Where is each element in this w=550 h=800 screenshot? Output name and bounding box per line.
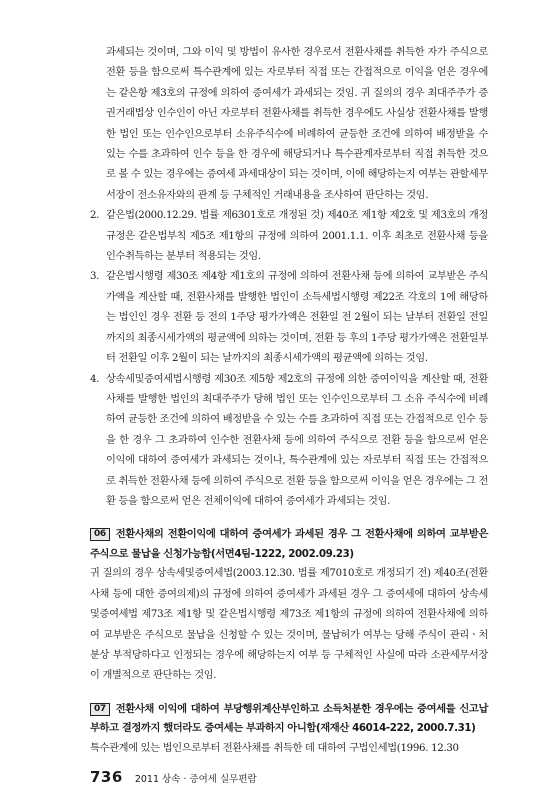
list-item-2 — [90, 206, 488, 267]
page-footer — [90, 768, 257, 786]
case-heading — [90, 525, 488, 564]
page-number: 736 — [90, 768, 123, 786]
case-07 — [90, 700, 488, 759]
list-number: 3. — [90, 271, 100, 283]
list-item-3 — [90, 267, 488, 369]
list-item-4 — [90, 370, 488, 513]
case-body: 특수관계에 있는 법인으로부터 전환사채를 취득한 데 대하여 구법인세법(1996. 12.30 — [90, 742, 459, 754]
case-heading — [90, 700, 488, 739]
case-heading-text: 전환사채 이익에 대하여 부당행위계산부인하고 소득처분한 경우에는 증여세를 신고납부하고 결정까지 했더라도 증여세는 부과하지 아니함(재재산 46014-222, 2000.7.31) — [90, 702, 488, 735]
case-heading-text: 전환사채의 전환이익에 대하여 증여세가 과세된 경우 그 전환사채에 의하여 교부받은 주식으로 물납을 신청가능함(서면4팀-1222, 2002.09.23) — [90, 528, 488, 560]
list-number: 4. — [90, 373, 100, 385]
list-text: 상속세및증여세법시행령 제30조 제5항 제2호의 규정에 의한 증여이익을 계산할 때, 전환사채를 발행한 법인의 최대주주가 당해 법인 또는 인수인으로부터 그 소유 주식수에 비례하여 균등한 조건에 의하여 배정받을 수 있는 수를 초과하여 직접 또는 간접적으로 인수 등을 한 경우 그 초과하여 인수한 전환사채 등에 의하여 주식으로 전환 등을 함으로써 얻은 이익에 대하여 증여세가 과세되는 것이나, 특수관계에 있는 자로부터 직접 또는 간접적으로 취득한 전환사채 등에 의하여 주식으로 전환 등을 함으로써 이익을 얻은 경우에는 그 전환 등을 함으로써 얻은 전체이익에 대하여 증여세가 과세되는 것임. — [106, 373, 488, 507]
case-number-badge: 07 — [90, 703, 110, 716]
page-content — [90, 43, 488, 759]
list-number: 2. — [90, 210, 100, 222]
list-text: 같은법시행령 제30조 제4항 제1호의 규정에 의하여 전환사채 등에 의하여 교부받은 주식가액을 계산할 때, 전환사채를 발행한 법인이 소득세법시행령 제22조 각호의 1에 해당하는 법인인 경우 전환 등 전의 1주당 평가가액은 전환일 전 2월이 되는 날부터 전환일 전일까지의 최종시세가액의 평균액에 의하는 것이며, 전환 등 후의 1주당 평가가액은 전환일부터 전환일 이후 2월이 되는 날까지의 최종시세가액의 평균액에 의하는 것임. — [106, 271, 488, 365]
intro-paragraph: 과세되는 것이며, 그와 이익 및 방법이 유사한 경우로서 전환사채를 취득한 자가 주식으로 전환 등을 함으로써 특수관계에 있는 자로부터 직접 또는 간접적으로 이익을 얻은 경우에는 같은항 제3호의 규정에 의하여 증여세가 과세되는 것임. 귀 질의의 경우 최대주주가 증권거래법상 인수인이 아닌 자로부터 전환사채를 취득한 경우에도 사실상 전환사채를 발행한 법인 또는 인수인으로부터 소유주식수에 비례하여 균등한 조건에 의하여 배정받을 수 있는 수를 초과하여 인수 등을 한 경우에 해당되거나 특수관계자로부터 직접 취득한 것으로 볼 수 있는 경우에는 증여세 과세대상이 되는 것이며, 이에 해당하는지 여부는 관할세무서장이 전소유자와의 관계 등 구체적인 거래내용을 조사하여 판단하는 것임. — [106, 47, 488, 201]
case-body: 귀 질의의 경우 상속세및증여세법(2003.12.30. 법률 제7010호로 개정되기 전) 제40조(전환사채 등에 대한 증여의제)의 규정에 의하여 증여세가 과세된 경우 그 증여세에 대하여 상속세및증여세법 제73조 제1항 및 같은법시행령 제73조 제1항의 규정에 의하여 전환사채에 의하여 교부받은 주식으로 물납을 신청할 수 있는 것이며, 물납허가 여부는 당해 주식이 관리ㆍ처분상 부적당하다고 인정되는 경우에 해당하는지 여부 등 구체적인 사실에 따라 소관세무서장이 개별적으로 판단하는 것임. — [90, 568, 488, 682]
list-text: 같은법(2000.12.29. 법률 제6301호로 개정된 것) 제40조 제1항 제2호 및 제3호의 개정규정은 같은법부칙 제5조 제1항의 규정에 의하여 2001.1.1. 이후 최초로 전환사채 등을 인수취득하는 분부터 적용되는 것임. — [106, 210, 488, 263]
book-title: 2011 상속 · 증여세 실무편람 — [134, 774, 257, 785]
numbered-list — [90, 206, 488, 512]
case-number-badge: 06 — [90, 528, 110, 541]
case-06 — [90, 525, 488, 686]
